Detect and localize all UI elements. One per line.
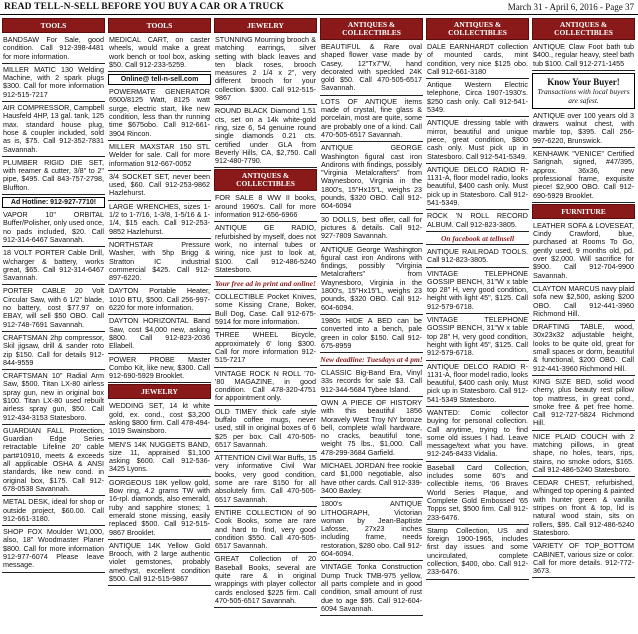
classified-ad: ANTIQUE 14K Yellow Gold Brooch, with 2 large authentic violet gemstones, probably amethyst, excellent condition $500. Call 912-515-9867 (108, 541, 211, 586)
classified-ad: WEDDING SET, 14 kt white gold, ex. cond., cost $3,200 asking $800 firm. Call 478-494-1019 Swainsboro. (108, 401, 211, 438)
classified-ad: POWERMATE GENERATOR 6500/8125 Watt, 8125 watt surge, electric start, like new condition, less than thr running time $675obo. Call 912-661-3904 Rincon. (108, 87, 211, 141)
classified-ad: VINTAGE TELEPHONE GOSSIP BENCH, 31"W x table top 28" H, very good condition, height with light 45", $125. Call 912-579-6718. (426, 269, 529, 314)
classified-ad: DAYTON Portable Heater, 1010 BTU, $500. Call 256-997-6220 for more information. (108, 286, 211, 315)
classified-ad: ATTENTION Civil War Buffs, 15 very informative Civil War books, very good condition, some are rare $150 for all absolutely firm. Call 470-505-6517 Savannah. (214, 453, 317, 507)
classified-ad: ANTIQUE dressing table with mirror, beautiful and unique piece, great condition, $800 cash only. Must pick up in Statesboro. Call 912-541-5349. (426, 118, 529, 163)
classified-ad: VINTAGE ROCK N ROLL '70-'80 MAGAZINE, in good condition. Call 478-320-4751 for appointment only. (214, 369, 317, 406)
column-5 (426, 17, 529, 634)
classified-ad: ANTIQUE RAILROAD TOOLS. Call 912-823-3805. (426, 247, 529, 268)
classified-ad: PLUMBER RIGID DIE SET, with reamer & cutter, 3/8" to 2" pipe, $495. Call 843-757-2798, Bluffton. (2, 158, 105, 195)
category-header: JEWELRY (108, 384, 211, 399)
classified-ad: MEN'S 14K NUGGETS BAND, size 11, appraised $1,100 asking $600. Call 912-536-3425 Lyons. (108, 440, 211, 477)
classified-ad: Stamp Collection, US and foreign 1900-1965, includes first day issues and some uncirculated, complete collection, $400, obo. Call 912-233-6476. (426, 526, 529, 580)
classified-ad: WANTED: Comic collector buying for personal collection. Call anytime, trying to find some old issues I had. Leave message/text what you have. 912-245-8433 Vidalia. (426, 408, 529, 462)
header-dateline: March 31 - April 6, 2016 - Page 37 (507, 2, 634, 12)
header-title: READ TELL-N-SELL BEFORE YOU BUY A CAR OR A TRUCK (4, 2, 285, 12)
classified-ad: ANTIQUE Claw Foot bath tub $400., regular heavy, steel bath tub $100. Call 912-271-1455 (532, 42, 635, 71)
classified-ad: KING SIZE BED, solid wood cherry, plus beauty rest pillow top mattress, in great cond., smoke free & pet free home. Call 912-727-5824 Richmond Hill. (532, 377, 635, 431)
classified-ad: ANTIQUE DELCO RADIO R-1131-A, floor model radio, looks beautiful, $400 cash only. Must pick up in Statesboro. Call 912-541-5349. (426, 165, 529, 210)
classified-ad: CRAFTSMAN 2hp compressor, Skil jigsaw, drill & sander roto zip $150. Call for details 912-844-9559 (2, 333, 105, 370)
category-header: ANTIQUES & COLLECTIBLES (426, 18, 529, 40)
classified-ad: LEATHER SOFA & LOVESEAT, Cindy Crawford, blue, purchased at Rooms To Go, gently used, 9 months old, pd. over $2,000. Will sacrifice for $900. Call 912-704-9900 Savannah. (532, 221, 635, 283)
promo-banner: On facebook at tellnsell (426, 234, 529, 245)
classified-ad: Baseball Card Collection, includes some 60's and collectible items, '06 Braves World Series Plaque, and Complete Gold Embossed '65 Topps set, $500 firm. Call 912-233-6476. (426, 463, 529, 525)
promo-box: Online@ tell-n-sell.com (108, 74, 211, 85)
classified-ad: Antique Western Electric telephone, Circa 1907-1930's. $250 cash only. Call 912-541-5349. (426, 80, 529, 117)
column-1 (2, 17, 105, 634)
promo-banner: New deadline: Tuesdays at 4 pm! (320, 355, 423, 365)
classified-ad: ANTIQUE George Washington figural cast iron Andirons with findings, possibly "Virginia Metalcrafters" from Waynesboro, Virginia in the 1800's, 15"Hx15"L, weighs 23 pounds, $320 OBO. Call 912-604-6094. (320, 245, 423, 315)
category-header: ANTIQUES & COLLECTIBLES (532, 18, 635, 40)
classified-ad: POWER PROBE Master Combo Kit, like new, $300. Call 912-690-5929 Brooklet. (108, 355, 211, 384)
column-3 (214, 17, 317, 634)
promo-box: Ad Hotline: 912-927-7710! (2, 197, 105, 208)
classified-ad: GREAT Collection of 20 Baseball Books, several are quite rare & in original wrappings with player collector cards enclosed $225 firm. Call 470-505-6517 Savannah. (214, 554, 317, 608)
classified-ad: FOR SALE 8 WW II books, around 1960's. Call for more information 912-656-6966 (214, 193, 317, 222)
page-header (0, 0, 638, 15)
classified-ad: MEDICAL CART, on caster wheels, would make a great work bench or tool box, asking $50. Call 912-233-5259. (108, 35, 211, 72)
classified-ad: CRAFTSMAN 10" Radial Arm Saw, $500. Titan LX-80 airless spray gun, new in original box $100. Titan LX-80 used rebuilt airless spray gun, $50. Call 912-434-3153 Statesboro. (2, 371, 105, 425)
category-header: FURNITURE (532, 204, 635, 219)
classified-ad: KENHAWK "VENICE" Certified Sarignah, signed, #47/395, approx. 36x36, new professional frame, exquisite piece! $2,900 OBO. Call 912-690-5929 Brooklet. (532, 149, 635, 203)
category-header: TOOLS (108, 18, 211, 33)
classified-ad: ROCK 'N ROLL RECORD ALBUM. Call 912-823-3805. (426, 211, 529, 232)
classified-ad: CEDAR CHEST, refurbished, w/hinged top opening & painted with hunter green & vanilla stripes on front & top, lid is natural wood stain, sits on rollers, $95. Call 912-486-5240 Statesboro. (532, 478, 635, 540)
classified-ad: ANTIQUE DELCO RADIO R-1131-A, floor model radio, looks beautiful, $400 cash only. Must pick up in Statesboro. Call 912-541-5349 Statesboro. (426, 362, 529, 407)
classified-ad: 3/4 SOCKET SET, never been used, $60. Call 912-253-9862 Hazlehurst. (108, 172, 211, 201)
classified-ad: VAPOR 10" ORBITAL Buffer/Polisher, only used once, no pads included, $20. Call 912-314-6467 Savannah. (2, 210, 105, 247)
category-header: ANTIQUES & COLLECTIBLES (214, 169, 317, 191)
classified-ad: LARGE WRENCHES, sizes 1-1/2 to 1-7/16, 1-3/8, 1-5/16 & 1-1/4, $15 each. Call 912-253-9852 Hazlehurst. (108, 202, 211, 239)
category-header: ANTIQUES & COLLECTIBLES (320, 18, 423, 40)
classified-ad: ENTIRE COLLECTION of 90 Cook Books, some are rare and hard to find, very good condition $550. Call 470-505-6517 Savannah. (214, 508, 317, 553)
classified-ad: DALE EARNHARDT collection of mounted cards, mint condition, very nice $125 obo. Call 912-661-3180 (426, 42, 529, 79)
classified-ad: CLASSIC Big-Band Era, Vinyl 33s records for sale $3. Call 912-344-5684 Tybee Island. (320, 368, 423, 397)
column-6 (532, 17, 635, 634)
classified-ad: DAYTON HORIZONTAL Band Saw, cost $4,000 new, asking $800. Call 912-823-2036 Ellabell. (108, 316, 211, 353)
classified-ad: MILLER MAXSTAR 150 STL Welder for sale. Call for more information 912-667-0052 (108, 142, 211, 171)
classified-ad: 1980s HIDE A BED can be converted into a bench, pale green in color $150. Call 912-675-8959 (320, 316, 423, 353)
classified-ad: METAL DESK, ideal for shop or outside project, $60.00. Call 912-661-3180. (2, 497, 105, 526)
classified-ad: MICHAEL JORDAN free rookie card $1,000 negotiable, also have other cards. Call 912-339-3400 Baxley. (320, 461, 423, 498)
promo-banner: Your free ad in print and online! (215, 279, 316, 289)
classified-ad: ROUND BLACK Diamond 1.51 cts, set on a 14k white-gold ring, size 6, 54 genuine round single diamonds 0.21 cts. certified under GLA from Beverly Hills, CA, $2,750. Call 912-480-7790. (214, 106, 317, 168)
classified-ad: 30 DOLLS, best offer, call for pictures & details. Call 912-927-7809 Savannah. (320, 215, 423, 244)
classified-ad: THREE WHEEL Bicycle, approximately 6' long $300. Call for more information 912-515-7217 (214, 330, 317, 367)
classified-ad: SHOP FOX Moulder W1,000, also, 18" Woodmaster Planer $800. Call for more information 912-977-6074 Please leave message. (2, 527, 105, 572)
classified-ad: GORGEOUS 18K yellow gold, Bow ring, 4.2 grams TW with 16-rpl. diamonds, also emerald, ruby and sapphire stones; 1 emerald stone missing, easily replaced $500. Call 912-515-9867 Brooklet. (108, 478, 211, 540)
classified-ad: 1800's ANTIQUE LITHOGRAPH, Victorian woman by Jean-Baptiste Lafosse, 27x23 inches including frame, needs restoration, $280 obo. Call 912-604-6094. (320, 499, 423, 561)
column-4 (320, 17, 423, 634)
classified-ad: NORTHSTAR Pressure Washer, with 5hp Brigg & Stratton IC industrial commercial $425. Call 912-897-6220. (108, 240, 211, 285)
classified-ad: GUARDIAN FALL Protection, Guardian Edge Series retractable Lifeline 20' cable part#10910, meets & exceeds all applicable OSHA & ANSI standards, like new cond. in original box, $175. Call 912-678-0538 Savannah. (2, 426, 105, 496)
classified-ad: ANTIQUE GEORGE Washington figural cast iron Andirons with findings, possibly "Virginia Metalcrafters" from Waynesboro, Virginia in the 1800's, 15"Hx15"L, weighs 23 pounds, $320 OBO. Call 912-604-6094 (320, 143, 423, 213)
classified-ad: NICE PLAID COUCH with 2 matching pillows, in great shape, no holes, tears, rips, stains, no smoke odors, $165. Call 912-486-5240 Statesboro. (532, 432, 635, 477)
promo-callout (532, 73, 635, 109)
classified-ad: VINTAGE TELEPHONE GOSSIP BENCH, 31"W x table top 28" H, very good condition, height with light 45", $125. Call 912-579-6718. (426, 315, 529, 360)
classified-ad: MILLER MATIC 130 Welding Machine, with 2 spark plugs $300. Call for more information 912-515-7217 (2, 65, 105, 102)
classified-ad: BEAUTIFUL & Rare oval shaped flower vase made by Casey, 12"Tx7"W, hand decorated with speckled 24K gold $50. Call 470-505-6517 Savannah. (320, 42, 423, 96)
classified-ad: STUNNING Mourning brooch & matching earrings, silver setting with black leaves and ten black roses, brooch measures 2 1/4 x 2", very different brooch for your collection. $300. Call 912-515-9867 (214, 35, 317, 105)
classified-ad: OLD TIMEY thick cafe style buffalo coffee mugs, never used, still in original boxes of 6 $25 per box. Call 470-505-6517 Savannah. (214, 407, 317, 452)
classified-ad: ANTIQUE GE RADIO, refurbished by myself, does not work, no internal tubes or wiring, nice just to look at, $100. Call 912-486-5240 Statesboro. (214, 223, 317, 277)
category-header: JEWELRY (214, 18, 317, 33)
promo-title: Know Your Buyer! (547, 76, 620, 87)
classified-ad: 18 VOLT PORTER Cable Drill, w/charger & battery, works great, $65. Call 912-314-6467 Savannah. (2, 248, 105, 285)
classified-ad: CLAYTON MARCUS navy plaid sofa new $2,500, asking $200 OBO. Call 912-441-3960 Richmond Hill. (532, 284, 635, 321)
promo-subtitle: Transactions with local buyers are safest. (537, 86, 630, 105)
classified-ad: VINTAGE Tonka Construction Dump Truck TMB-975 yellow, all parts complete and in good condition, small amount of rust due to age $95. Call 912-604-6094 Savannah. (320, 562, 423, 616)
classified-ad: PORTER CABLE 20 Volt Circular Saw, with 6 1/2" blade, no battery, cost $77.97 on EBAY, will sell $50 OBO. Call 912-748-7691 Savannah. (2, 286, 105, 331)
column-2 (108, 17, 211, 634)
classified-ad: OWN A PIECE OF HISTORY with this beautiful 1856 Moravely West Troy NY bronze bell, complete w/all hardware, no cracks, beautiful tone, weight 75 lbs., $1,000. Call 478-299-3684 Garfield. (320, 398, 423, 460)
classified-ad: COLLECTIBLE Pocket Knives, some Kissing Crane, Boker, Bull Dog, Case. Call 912-675-5914 for more information. (214, 292, 317, 329)
classified-ad: VARIETY OF TOP_BOTTOM CABINET, various size or color. Call for more details. 912-772-3673. (532, 541, 635, 578)
classifieds-columns (2, 17, 636, 634)
classified-ad: DRAFTING TABLE, wood, 30x23x32 adjustable height, looks to be quite old, great for small spaces or dorm, beautiful & functional, $200 OBO. Call 912-441-3960 Richmond Hill. (532, 322, 635, 376)
classified-ad: AIR COMPRESSOR, Campbell Hausfeld 4HP, 13 gal. tank, 125 max. standard house plug, hose & coupler included, sold as is, $75. Call 912-352-7831 Savannah. (2, 103, 105, 157)
category-header: TOOLS (2, 18, 105, 33)
classified-ad: BANDSAW For Sale, good condition. Call 912-398-4481 for more information. (2, 35, 105, 64)
classified-ad: LOTS OF ANTIQUE items made of crystal, fine glass & porcelain, most are quite, some are probably one of a kind. Call 470-505-6517 Savannah. (320, 97, 423, 142)
classified-ad: ANTIQUE over 100 years old 3 drawers walnut chest, with marble top, $395. Call 256-997-6220, Brunswick. (532, 111, 635, 148)
